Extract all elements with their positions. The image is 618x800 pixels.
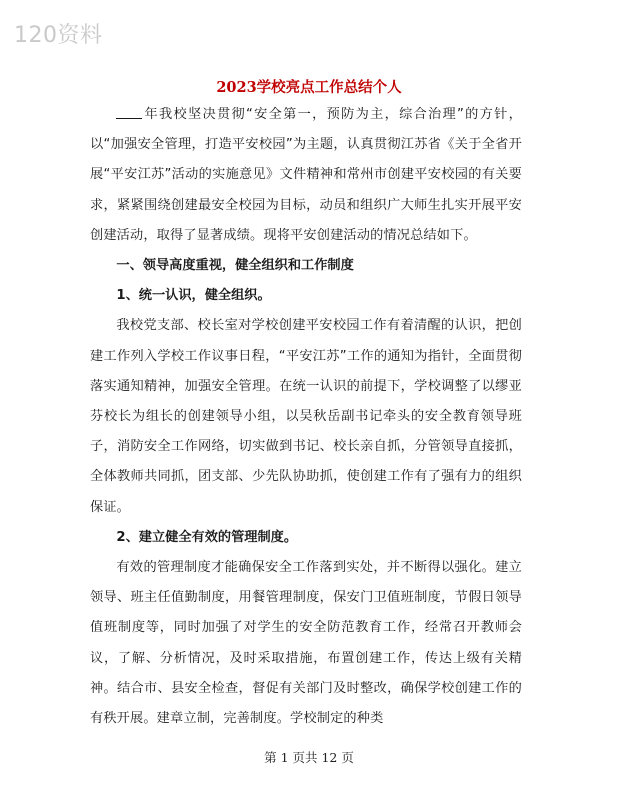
watermark: 120资料 <box>14 23 103 48</box>
intro-paragraph <box>90 100 522 251</box>
document-body <box>90 100 522 734</box>
subsection-1-heading: 1、统一认识，健全组织。 <box>116 288 271 304</box>
intro-text: 年我校坚决贯彻“安全第一，预防为主，综合治理”的方针，以“加强安全管理，打造平安校园”为主题，认真贯彻江苏省《关于全省开展“平安江苏”活动的实施意见》文件精神和常州市创建平安校园的有关要求，紧紧围绕创建最安全校园为目标，动员和组织广大师生扎实开展平安创建活动，取得了显著成绩。现将平安创建活动的情况总结如下。 <box>90 107 522 243</box>
year-blank <box>116 104 142 119</box>
section-1-heading: 一、领导高度重视，健全组织和工作制度 <box>116 258 354 274</box>
subsection-1-paragraph: 我校党支部、校长室对学校创建平安校园工作有着清醒的认识，把创建工作列入学校工作议事日程，“平安江苏”工作的通知为指针，全面贯彻落实通知精神，加强安全管理。在统一认识的前提下，学校调整了以缪亚芬校长为组长的创建领导小组，以吴秋岳副书记牵头的安全教育领导班子，消防安全工作网络，切实做到书记、校长亲自抓，分管领导直接抓，全体教师共同抓，团支部、少先队协助抓，使创建工作有了强有力的组织保证。 <box>90 318 522 515</box>
subsection-2-paragraph: 有效的管理制度才能确保安全工作落到实处，并不断得以强化。建立领导、班主任值勤制度，用餐管理制度，保安门卫值班制度，节假日领导值班制度等，同时加强了对学生的安全防范教育工作，经常召开教师会议，了解、分析情况，及时采取措施，布置创建工作，传达上级有关精神。结合市、县安全检查，督促有关部门及时整改，确保学校创建工作的有秩开展。建章立制，完善制度。学校制定的种类 <box>90 560 522 727</box>
page-footer: 第 1 页共 12 页 <box>264 750 354 765</box>
document-title: 2023学校亮点工作总结个人 <box>216 79 402 96</box>
subsection-2-heading: 2、建立健全有效的管理制度。 <box>116 529 298 545</box>
